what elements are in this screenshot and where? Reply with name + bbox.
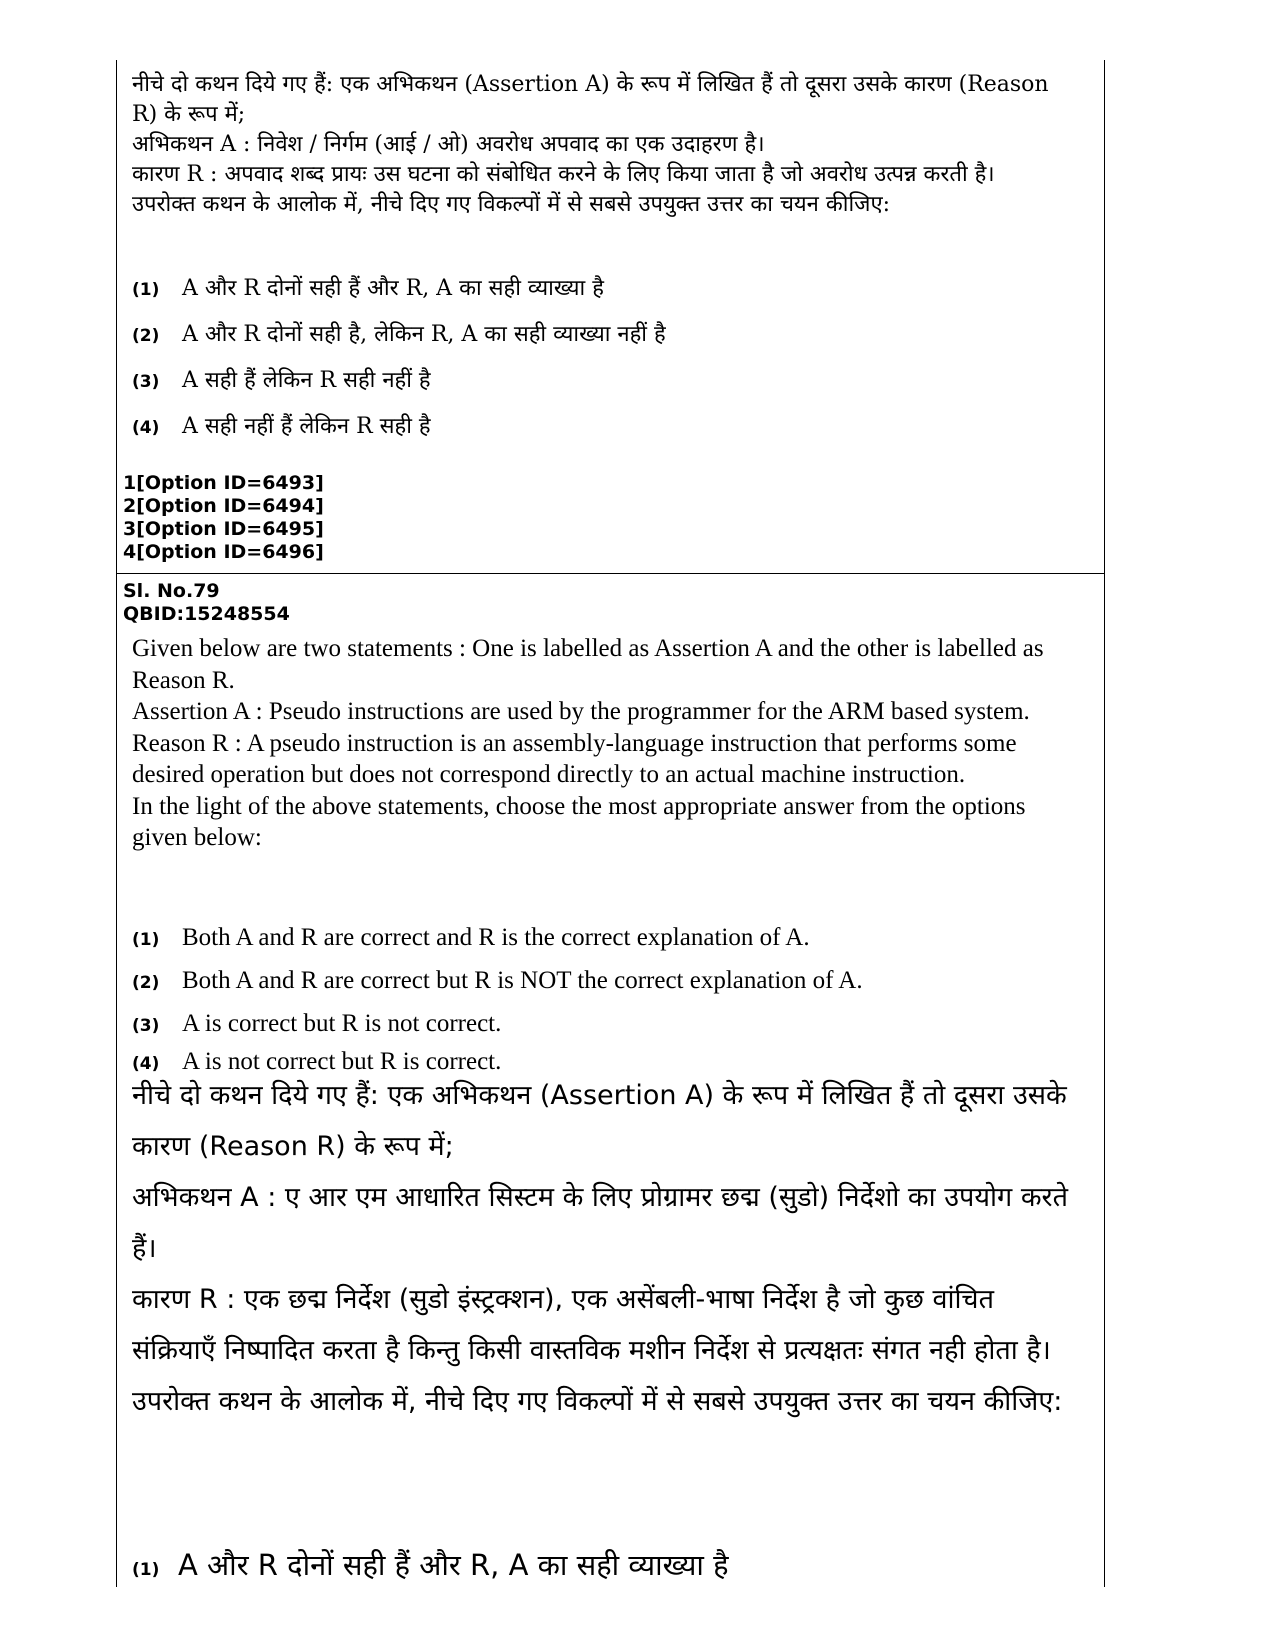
q78-option-4 xyxy=(132,410,1072,456)
option-text: A is not correct but R is correct. xyxy=(182,1048,502,1075)
q79-en-intro: Given below are two statements : One is labelled as Assertion A and the other is labelled as Reason R. xyxy=(132,635,1044,694)
q79-en-reason: Reason R : A pseudo instruction is an assembly-language instruction that performs some desired operation but does not correspond directly to an actual machine instruction. xyxy=(132,729,1017,788)
option-number: (1) xyxy=(132,930,160,950)
option-id: 3[Option ID=6495] xyxy=(123,518,324,540)
option-number: (1) xyxy=(132,1560,160,1580)
option-id: 2[Option ID=6494] xyxy=(123,495,324,517)
option-text: A is correct but R is not correct. xyxy=(182,1010,502,1037)
left-border xyxy=(116,60,117,1587)
option-number: (2) xyxy=(132,973,160,993)
q78-reason: कारण R : अपवाद शब्द प्रायः उस घटना को संबोधित करने के लिए किया जाता है जो अवरोध उत्पन्न करती है। xyxy=(132,162,995,187)
q79-hi-instruction: उपरोक्त कथन के आलोक में, नीचे दिए गए विकल्पों में से सबसे उपयुक्त उत्तर का चयन कीजिए: xyxy=(132,1386,1063,1417)
q78-options xyxy=(132,272,1072,456)
option-number: (4) xyxy=(132,1054,160,1074)
option-number: (2) xyxy=(132,326,160,346)
option-id: 4[Option ID=6496] xyxy=(123,541,324,563)
q78-option-ids xyxy=(123,472,324,564)
option-text: A और R दोनों सही हैं और R, A का सही व्याख्या है xyxy=(182,276,604,301)
q79-en-instruction: In the light of the above statements, choose the most appropriate answer from the options given below: xyxy=(132,792,1026,851)
q79-hindi-options xyxy=(132,1545,1082,1584)
right-border xyxy=(1104,60,1105,1587)
option-number: (1) xyxy=(132,280,160,300)
q78-statement xyxy=(132,70,1072,220)
q79-en-assertion: Assertion A : Pseudo instructions are used by the programmer for the ARM based system. xyxy=(132,698,1030,725)
option-text: Both A and R are correct but R is NOT the correct explanation of A. xyxy=(182,967,863,994)
q79-hi-assertion: अभिकथन A : ए आर एम आधारित सिस्टम के लिए प्रोग्रामर छद्म (सुडो) निर्देशो का उपयोग करते हैं। xyxy=(132,1182,1068,1264)
serial-number: Sl. No.79 xyxy=(123,580,220,602)
option-text: A सही नहीं हैं लेकिन R सही है xyxy=(182,414,431,439)
option-text: A और R दोनों सही हैं और R, A का सही व्याख्या है xyxy=(178,1548,729,1582)
q78-option-1 xyxy=(132,272,1072,318)
q78-intro: नीचे दो कथन दिये गए हैं: एक अभिकथन (Assertion A) के रूप में लिखित हैं तो दूसरा उसके कारण (Reason R) के रूप में; xyxy=(132,72,1049,127)
option-text: Both A and R are correct and R is the correct explanation of A. xyxy=(182,924,810,951)
option-number: (3) xyxy=(132,372,160,392)
q79-header xyxy=(123,580,290,626)
q79-hi-intro: नीचे दो कथन दिये गए हैं: एक अभिकथन (Assertion A) के रूप में लिखित हैं तो दूसरा उसके कारण (Reason R) के रूप में; xyxy=(132,1080,1067,1162)
q78-option-3 xyxy=(132,364,1072,410)
option-number: (4) xyxy=(132,418,160,438)
q79-en-option-1 xyxy=(132,924,1072,967)
q78-option-2 xyxy=(132,318,1072,364)
option-text: A सही हैं लेकिन R सही नहीं है xyxy=(182,368,431,393)
q79-english-options xyxy=(132,924,1072,1086)
question-divider xyxy=(116,573,1105,574)
q79-en-option-2 xyxy=(132,967,1072,1010)
q79-hi-reason: कारण R : एक छद्म निर्देश (सुडो इंस्ट्रक्शन), एक असेंबली-भाषा निर्देश है जो कुछ वांचित संक्रियाएँ निष्पादित करता है किन्तु किसी वास्तविक मशीन निर्देश से प्रत्यक्षतः संगत नही हाेता है। xyxy=(132,1284,1051,1366)
q79-en-option-3 xyxy=(132,1010,1072,1048)
option-id: 1[Option ID=6493] xyxy=(123,472,324,494)
option-number: (3) xyxy=(132,1016,160,1036)
q78-assertion: अभिकथन A : निवेश / निर्गम (आई / ओ) अवरोध अपवाद का एक उदाहरण है। xyxy=(132,132,765,157)
q78-instruction: उपरोक्त कथन के आलोक में, नीचे दिए गए विकल्पों में से सबसे उपयुक्त उत्तर का चयन कीजिए: xyxy=(132,192,891,217)
option-text: A और R दोनों सही है, लेकिन R, A का सही व्याख्या नहीं है xyxy=(182,322,666,347)
qbid: QBID:15248554 xyxy=(123,603,290,625)
q79-hindi-statement xyxy=(132,1070,1082,1427)
q79-english-statement xyxy=(132,633,1072,854)
q79-hi-option-1 xyxy=(132,1545,1082,1584)
